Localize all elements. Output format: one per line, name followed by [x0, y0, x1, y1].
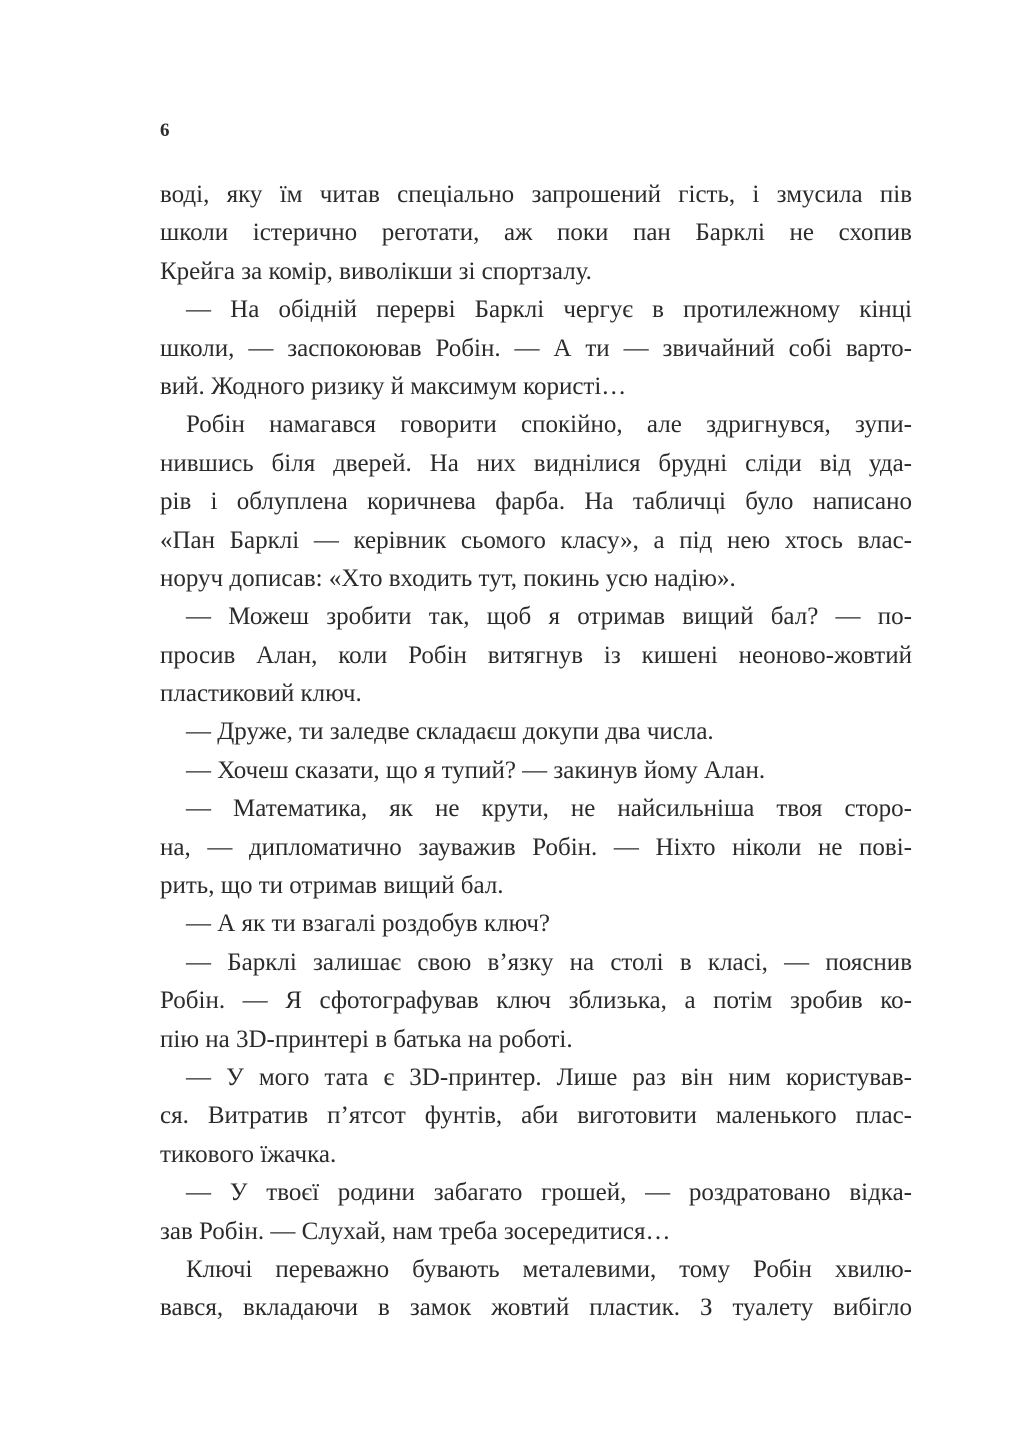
text-line: — Друже, ти заледве складаєш докупи два числа.: [186, 718, 714, 746]
text-line: пію на 3D-принтері в батька на роботі.: [160, 1025, 573, 1053]
text-line: школи, — заспокоював Робін. — А ти — звичайний собі варто-: [160, 334, 912, 362]
text-line: воді, яку їм читав спеціально запрошений гість, і змусила пів: [160, 181, 912, 208]
text-line: — У твоєї родини забагато грошей, — роздратовано відка-: [186, 1179, 912, 1207]
text-line: «Пан Барклі — керівник сьомого класу», а під нею хтось влас-: [160, 526, 912, 554]
text-line: вався, вкладаючи в замок жовтий пластик. З туалету вибігло: [160, 1294, 912, 1322]
text-line: просив Алан, коли Робін витягнув із кишені неоново-жовтий: [160, 641, 912, 669]
body-text: [160, 176, 912, 1328]
text-line: тикового їжачка.: [160, 1140, 337, 1168]
text-line: — Хочеш сказати, що я тупий? — закинув йому Алан.: [186, 756, 766, 784]
text-line: — Барклі залишає свою в’язку на столі в класі, — пояснив: [186, 948, 912, 976]
text-line: на, — дипломатично зауважив Робін. — Ніхто ніколи не пові-: [160, 833, 912, 861]
text-line: рить, що ти отримав вищий бал.: [160, 872, 504, 900]
text-line: Робін. — Я сфотографував ключ зблизька, а потім зробив ко-: [160, 987, 912, 1015]
page-number: 6: [160, 120, 170, 141]
text-line: — Математика, як не крути, не найсильніша твоя сторо-: [186, 795, 912, 823]
text-line: Крейга за комір, виволікши зі спортзалу.: [160, 257, 592, 285]
text-line: — У мого тата є 3D-принтер. Лише раз він ним користував-: [186, 1063, 912, 1091]
text-line: Ключі переважно бувають металевими, тому Робін хвилю-: [186, 1255, 912, 1283]
text-line: зав Робін. — Слухай, нам треба зосередитися…: [160, 1217, 671, 1245]
text-line: школи істерично реготати, аж поки пан Барклі не схопив: [160, 219, 912, 247]
text-line: пластиковий ключ.: [160, 680, 362, 708]
text-line: — А як ти взагалі роздобув ключ?: [186, 910, 551, 938]
text-line: ся. Витратив п’ятсот фунтів, аби виготовити маленького плас-: [160, 1102, 912, 1130]
text-line: — На обідній перерві Барклі чергує в протилежному кінці: [186, 296, 912, 324]
text-line: нившись біля дверей. На них виднілися брудні сліди від уда-: [160, 449, 912, 477]
text-line: Робін намагався говорити спокійно, але здригнувся, зупи-: [186, 411, 912, 439]
text-line: рів і облуплена коричнева фарба. На табличці було написано: [160, 488, 912, 516]
text-line: норуч дописав: «Хто входить тут, покинь усю надію».: [160, 564, 736, 592]
text-line: — Можеш зробити так, щоб я отримав вищий бал? — по-: [186, 603, 912, 631]
text-line: вий. Жодного ризику й максимум користі…: [160, 372, 627, 400]
